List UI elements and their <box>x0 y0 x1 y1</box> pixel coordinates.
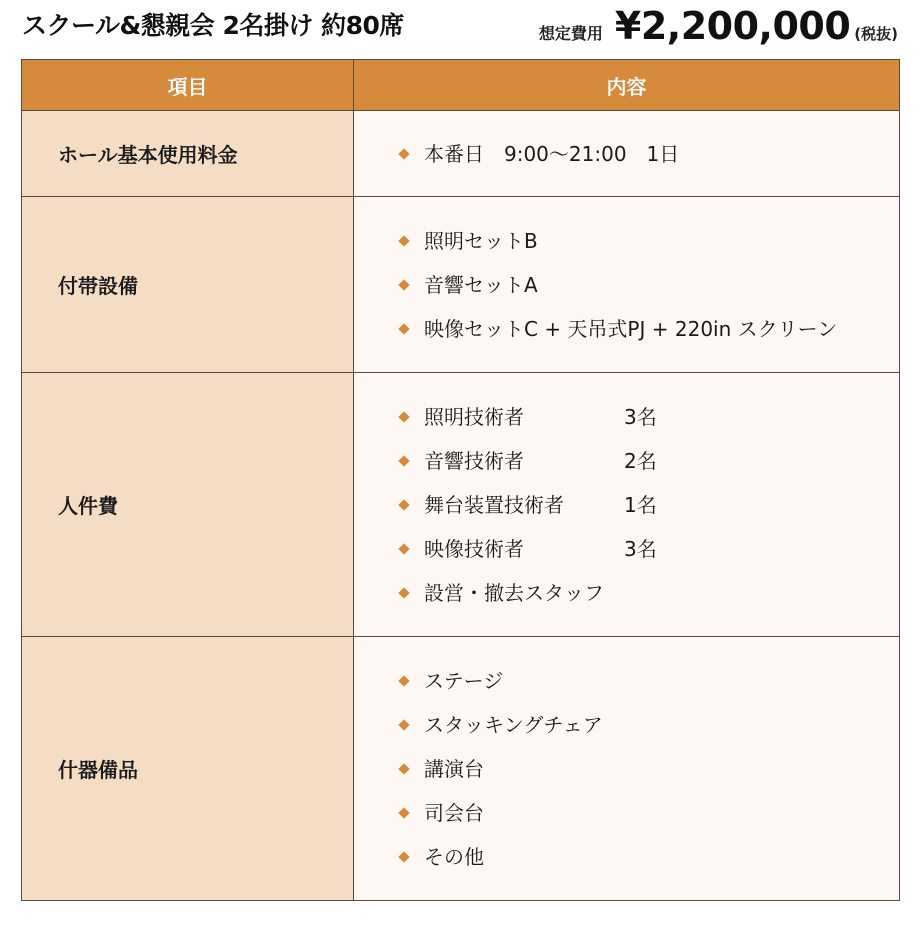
cost-value: ¥2,200,000 <box>614 4 851 48</box>
row-content <box>354 373 900 637</box>
diamond-bullet-icon <box>398 719 409 730</box>
diamond-bullet-icon <box>398 279 409 290</box>
item-name: スタッキングチェア <box>424 712 603 737</box>
content-list <box>400 219 899 351</box>
row-content <box>354 197 900 373</box>
item-count: 3名 <box>624 536 657 561</box>
table-row <box>22 197 900 373</box>
item-name: 講演台 <box>424 756 484 781</box>
list-item <box>400 571 899 615</box>
list-item <box>400 791 899 835</box>
diamond-bullet-icon <box>398 455 409 466</box>
diamond-bullet-icon <box>398 499 409 510</box>
list-item <box>400 439 899 483</box>
table-header-row <box>22 60 900 111</box>
item-name: 舞台装置技術者 <box>424 492 564 517</box>
content-list <box>400 659 899 879</box>
diamond-bullet-icon <box>398 543 409 554</box>
page-header <box>22 4 898 48</box>
list-item <box>400 219 899 263</box>
content-list <box>400 395 899 615</box>
item-name: 本番日 9:00〜21:00 1日 <box>424 141 680 166</box>
item-count: 2名 <box>624 448 657 473</box>
diamond-bullet-icon <box>398 323 409 334</box>
diamond-bullet-icon <box>398 235 409 246</box>
item-name: 映像セットC + 天吊式PJ + 220in スクリーン <box>424 316 838 341</box>
item-name: 照明セットB <box>424 228 538 253</box>
list-item <box>400 483 899 527</box>
item-name: 司会台 <box>424 800 484 825</box>
list-item <box>400 659 899 703</box>
table-row <box>22 373 900 637</box>
plan-table <box>21 59 900 901</box>
item-count: 3名 <box>624 404 657 429</box>
diamond-bullet-icon <box>398 807 409 818</box>
diamond-bullet-icon <box>398 675 409 686</box>
column-header-item: 項目 <box>22 60 354 111</box>
item-name: ステージ <box>424 668 504 693</box>
list-item <box>400 307 899 351</box>
row-content <box>354 637 900 901</box>
list-item <box>400 263 899 307</box>
row-label: ホール基本使用料金 <box>22 111 354 197</box>
diamond-bullet-icon <box>398 411 409 422</box>
row-content <box>354 111 900 197</box>
estimated-cost <box>539 4 898 48</box>
diamond-bullet-icon <box>398 587 409 598</box>
diamond-bullet-icon <box>398 851 409 862</box>
table-row <box>22 637 900 901</box>
item-name: 音響セットA <box>424 272 538 297</box>
table-body <box>22 111 900 901</box>
list-item <box>400 132 899 176</box>
item-name: 映像技術者 <box>424 536 524 561</box>
item-name: 設営・撤去スタッフ <box>424 580 604 605</box>
item-name: その他 <box>424 844 484 869</box>
content-list <box>400 132 899 176</box>
item-name: 音響技術者 <box>424 448 524 473</box>
item-name: 照明技術者 <box>424 404 524 429</box>
diamond-bullet-icon <box>398 763 409 774</box>
item-count: 1名 <box>624 492 657 517</box>
row-label: 人件費 <box>22 373 354 637</box>
row-label: 什器備品 <box>22 637 354 901</box>
list-item <box>400 835 899 879</box>
cost-label: 想定費用 <box>538 24 603 43</box>
tax-note: (税抜) <box>854 25 898 43</box>
list-item <box>400 527 899 571</box>
page-title: スクール&懇親会 2名掛け 約80席 <box>22 11 404 40</box>
column-header-content: 内容 <box>354 60 900 111</box>
diamond-bullet-icon <box>398 148 409 159</box>
list-item <box>400 395 899 439</box>
row-label: 付帯設備 <box>22 197 354 373</box>
list-item <box>400 703 899 747</box>
table-row <box>22 111 900 197</box>
list-item <box>400 747 899 791</box>
